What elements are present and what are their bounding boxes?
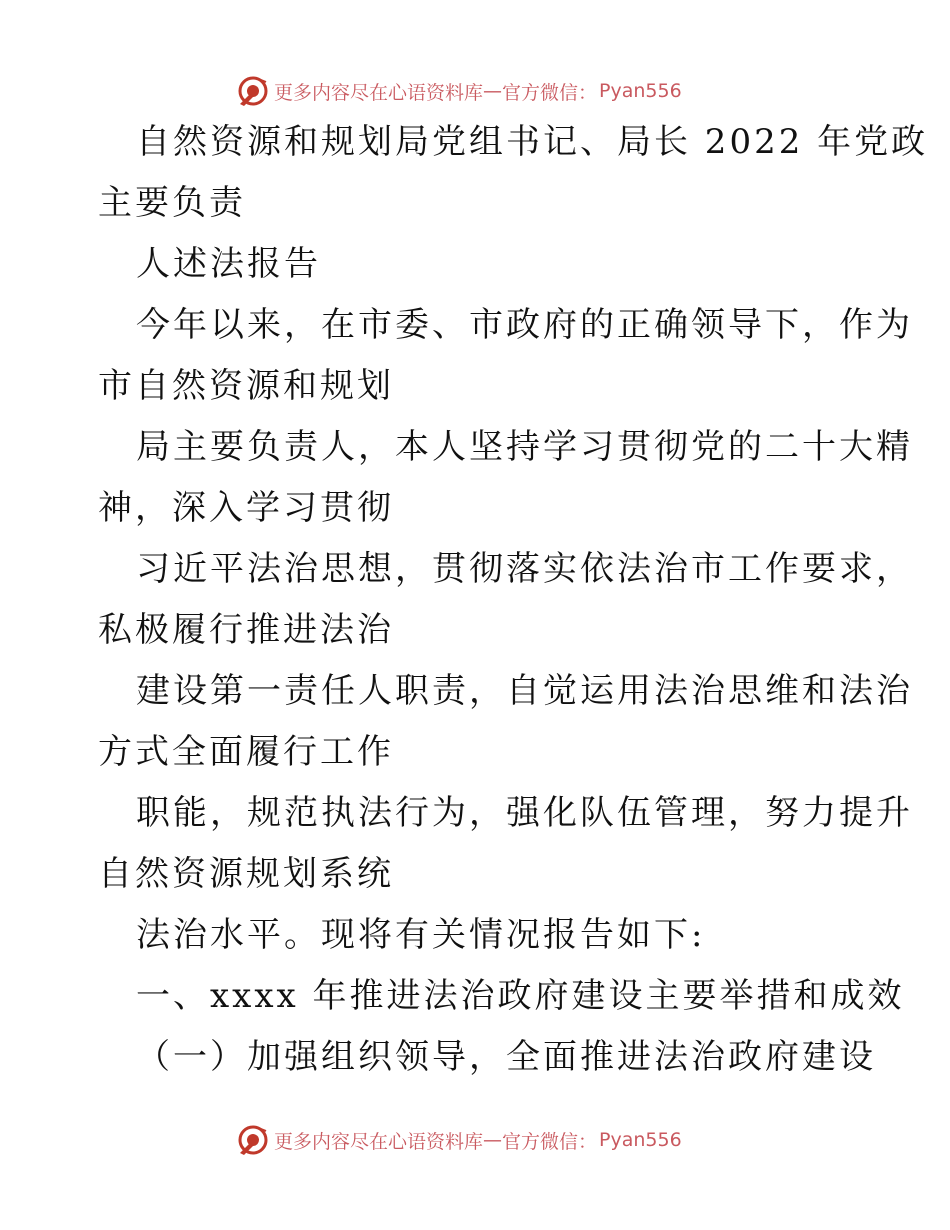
footer-watermark-banner — [236, 1122, 682, 1158]
banner-wechat-label: 官方微信： — [502, 81, 598, 104]
document-line: 习近平法治思想，贯彻落实依法治市工作要求， — [136, 549, 913, 589]
pen-circle-logo-icon — [236, 1123, 270, 1157]
document-line: （一）加强组织领导，全面推进法治政府建设 — [136, 1037, 876, 1077]
banner-wechat-label: 官方微信： — [502, 1130, 598, 1153]
pen-circle-logo-icon — [236, 74, 270, 108]
document-line: 自然资源和规划局党组书记、局长 2022 年党政 — [136, 122, 929, 162]
banner-text: 更多内容尽在心语资料库 — [274, 81, 484, 104]
header-watermark-banner — [236, 73, 682, 109]
document-line: 自然资源规划系统 — [98, 854, 394, 894]
banner-wechat-id: Pyan556 — [599, 80, 682, 102]
document-line: 一、xxxx 年推进法治政府建设主要举措和成效 — [136, 976, 905, 1016]
document-line: 方式全面履行工作 — [98, 732, 394, 772]
document-line: 建设第一责任人职责，自觉运用法治思维和法治 — [136, 671, 913, 711]
banner-wechat-id: Pyan556 — [599, 1129, 682, 1151]
document-line: 市自然资源和规划 — [98, 366, 394, 406]
banner-text: 更多内容尽在心语资料库 — [274, 1130, 484, 1153]
document-line: 私极履行推进法治 — [98, 610, 394, 650]
document-line: 法治水平。现将有关情况报告如下: — [136, 915, 706, 955]
document-body — [98, 112, 929, 1088]
document-line: 局主要负责人，本人坚持学习贯彻党的二十大精 — [136, 427, 913, 467]
document-line: 神，深入学习贯彻 — [98, 488, 394, 528]
document-line: 今年以来，在市委、市政府的正确领导下，作为 — [136, 305, 913, 345]
banner-dash: — — [483, 1129, 503, 1151]
document-line: 人述法报告 — [136, 244, 321, 284]
document-line: 职能，规范执法行为，强化队伍管理，努力提升 — [136, 793, 913, 833]
banner-dash: — — [483, 80, 503, 102]
document-line: 主要负责 — [98, 183, 246, 223]
